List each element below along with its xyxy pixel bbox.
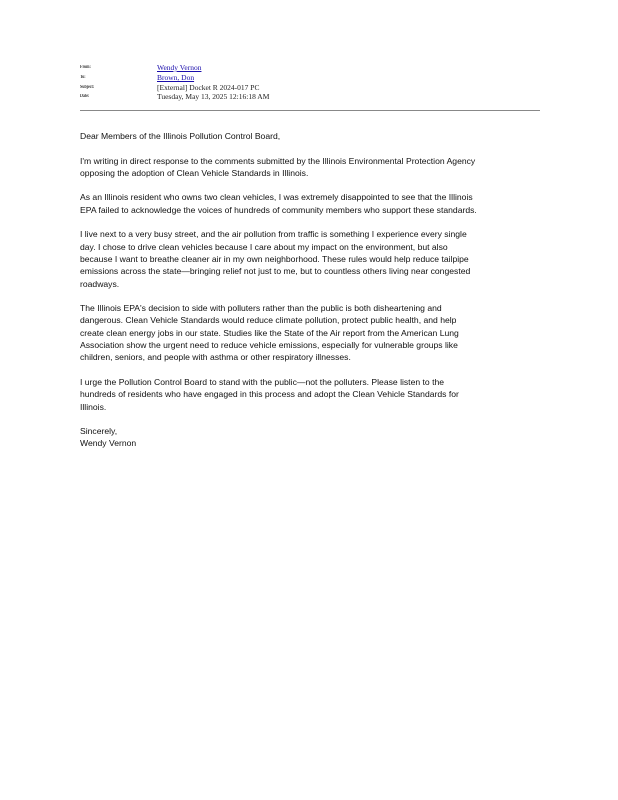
letter-body <box>80 130 550 450</box>
text-line: roadways. <box>80 278 120 289</box>
text-line: I'm writing in direct response to the comments submitted by the Illinois Environmental Protection Agency <box>80 155 476 166</box>
text-line: The Illinois EPA's decision to side with polluters rather than the public is both disheartening and <box>80 303 442 314</box>
text-line: I live next to a very busy street, and the air pollution from traffic is something I experience every single <box>80 229 467 240</box>
paragraph <box>80 376 550 413</box>
text-line: children, seniors, and people with asthma or other respiratory illnesses. <box>80 352 351 363</box>
text-line: As an Illinois resident who owns two clean vehicles, I was extremely disappointed to see that the Illinois <box>80 192 473 203</box>
text-line: hundreds of residents who have engaged in this process and adopt the Clean Vehicle Standards for <box>80 389 459 400</box>
text-line: emissions across the state—bringing relief not just to me, but to countless others living near congested <box>80 266 471 277</box>
text-line: Association show the urgent need to reduce vehicle emissions, especially for vulnerable groups like <box>80 340 458 351</box>
paragraph <box>80 302 550 363</box>
text-line: Illinois. <box>80 401 107 412</box>
text-line: day. I chose to drive clean vehicles because I care about my impact on the environment, but also <box>80 241 448 252</box>
paragraph <box>80 191 550 216</box>
text-line: create clean energy jobs in our state. Studies like the State of the Air report from the American Lung <box>80 327 459 338</box>
text-line: because I want to breathe cleaner air in my own neighborhood. These rules would help reduce tailpipe <box>80 253 469 264</box>
closing-text: Sincerely, <box>80 426 118 437</box>
text-line: EPA failed to acknowledge the voices of hundreds of community members who support these standards. <box>80 204 477 215</box>
text-line: opposing the adoption of Clean Vehicle Standards in Illinois. <box>80 167 309 178</box>
paragraph <box>80 228 550 289</box>
text-line: dangerous. Clean Vehicle Standards would reduce climate pollution, protect public health, and help <box>80 315 457 326</box>
to-link[interactable]: Brown, Don <box>157 72 195 82</box>
to-label: To: <box>80 74 86 80</box>
date-label: Date: <box>80 94 90 100</box>
paragraph <box>80 155 550 180</box>
from-label: From: <box>80 65 91 70</box>
closing <box>80 425 550 450</box>
date-value: Tuesday, May 13, 2025 12:16:18 AM <box>157 92 270 102</box>
header-divider <box>80 110 540 111</box>
greeting: Dear Members of the Illinois Pollution Control Board, <box>80 131 281 141</box>
text-line: I urge the Pollution Control Board to stand with the public—not the polluters. Please listen to the <box>80 376 445 387</box>
from-link[interactable]: Wendy Vernon <box>157 63 202 72</box>
subject-label: Subject: <box>80 84 95 90</box>
subject-value: [External] Docket R 2024-017 PC <box>157 82 260 92</box>
signature: Wendy Vernon <box>80 438 137 449</box>
